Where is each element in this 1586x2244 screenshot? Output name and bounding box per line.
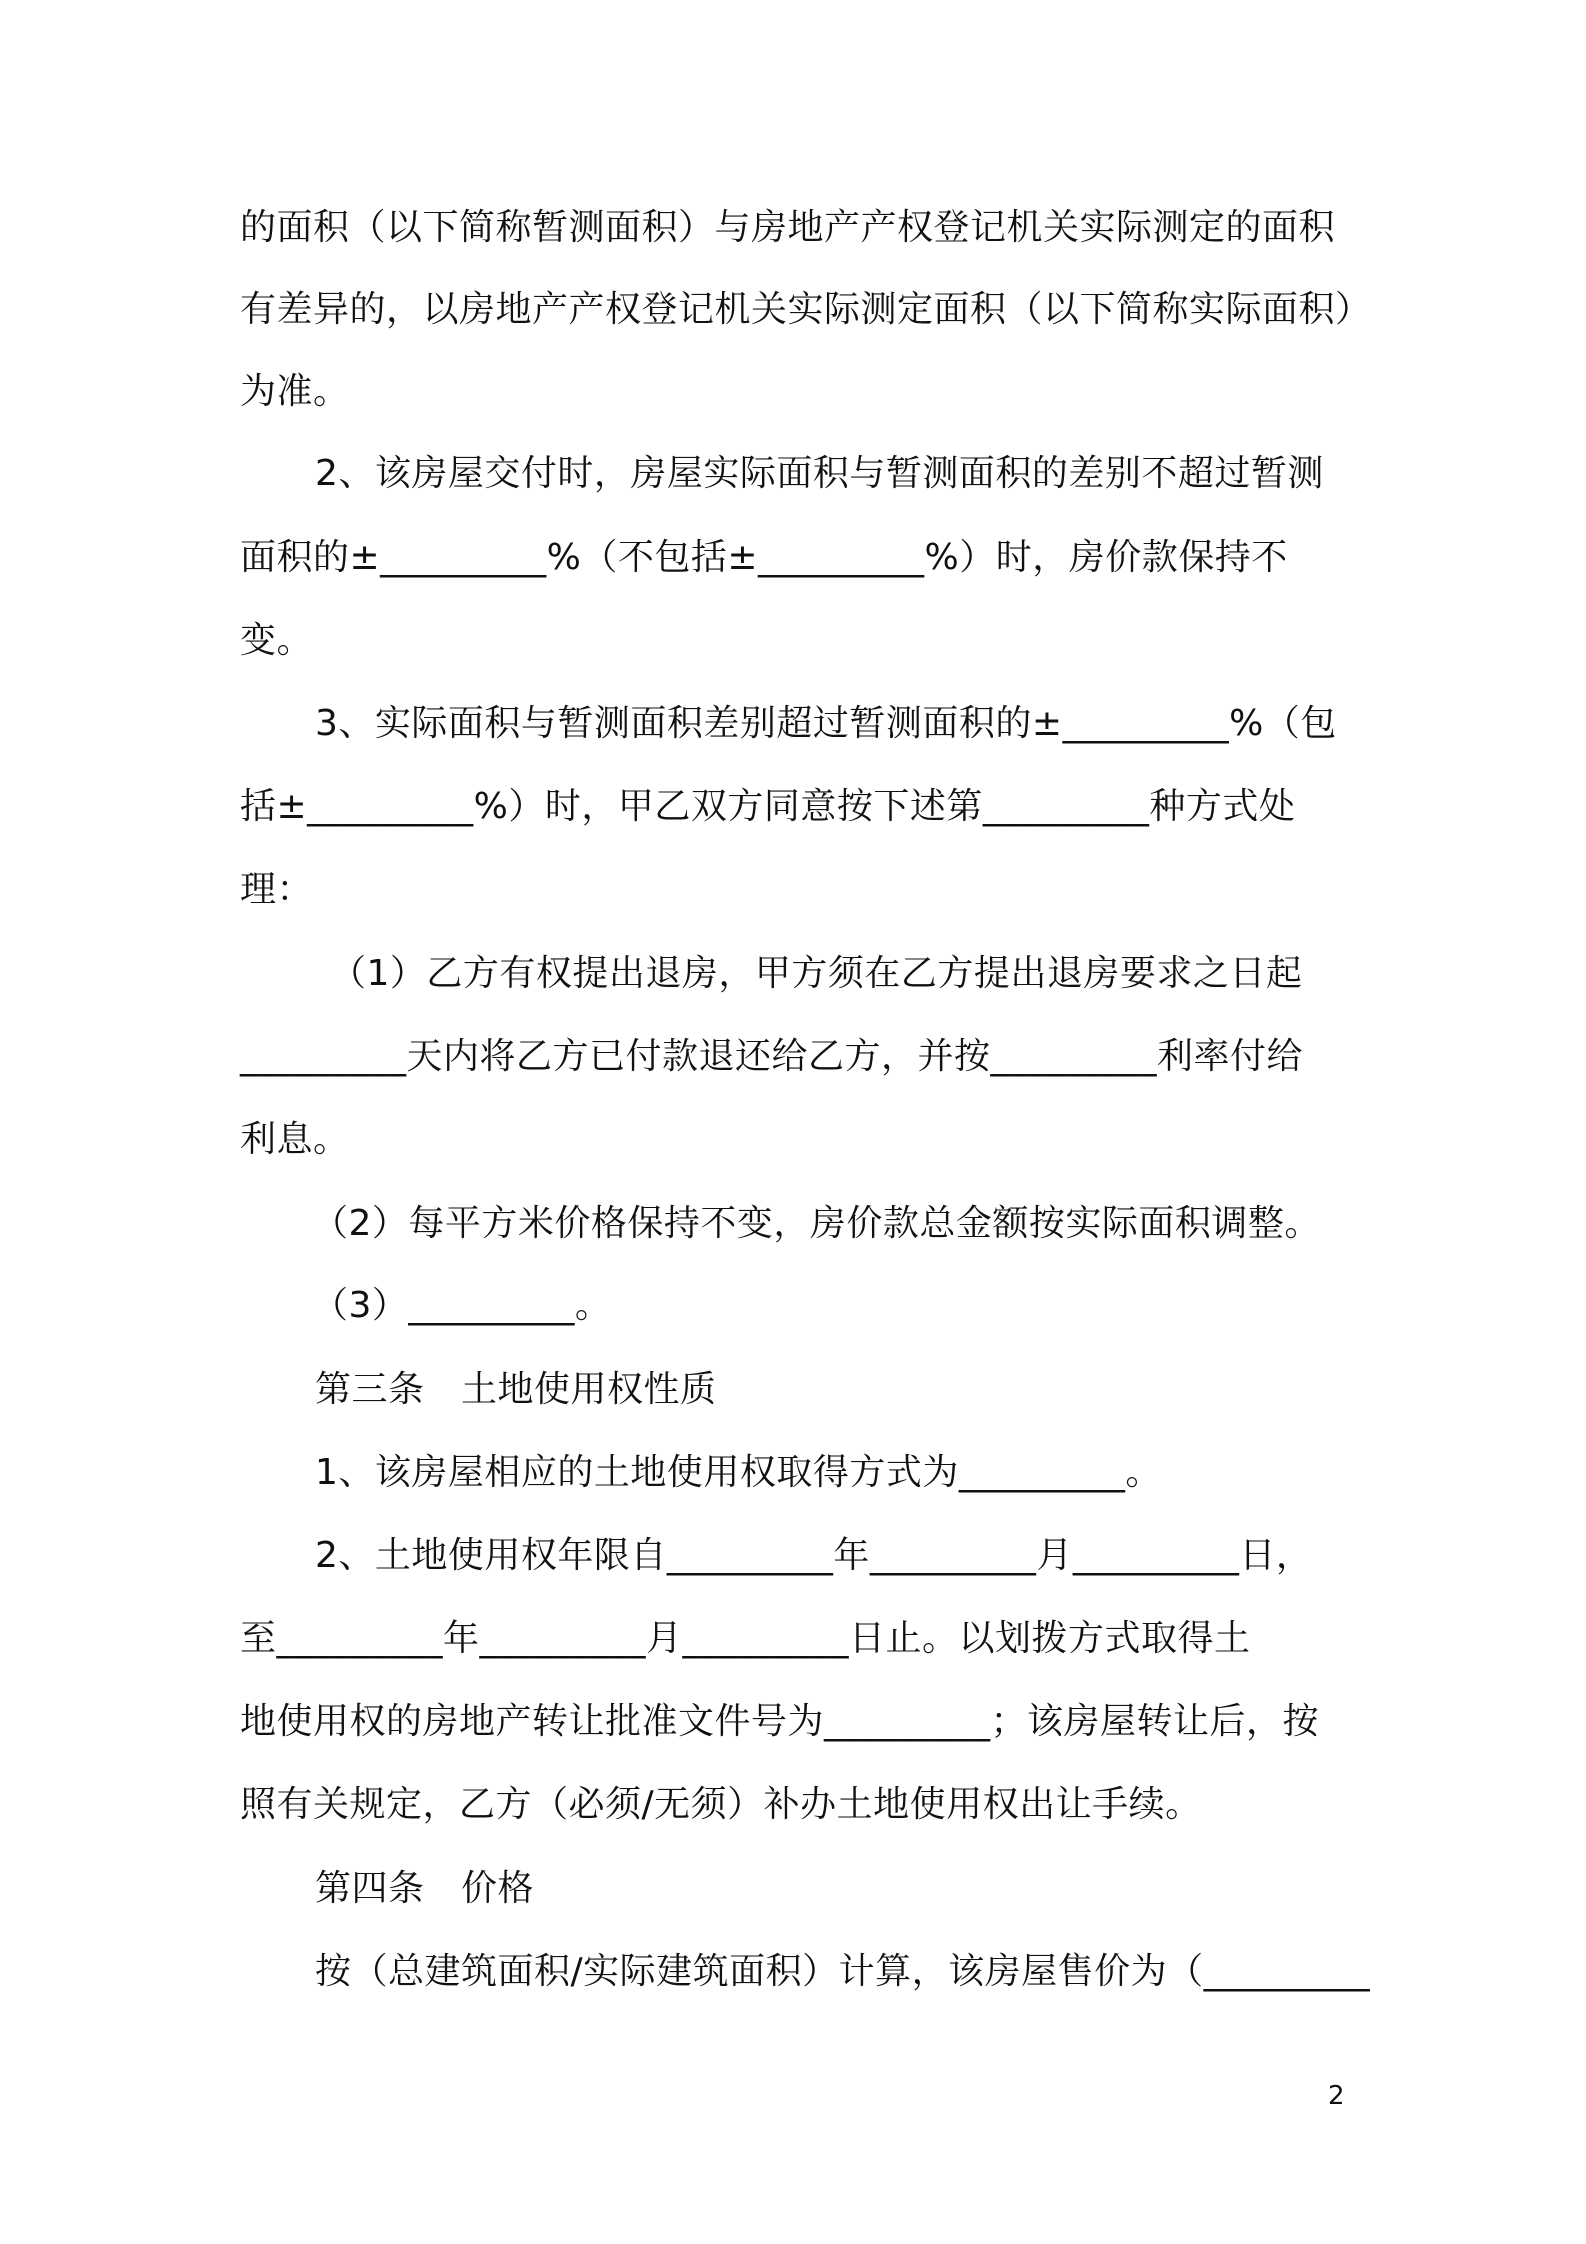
text-line: 面积的±_________%（不包括±_________%）时，房价款保持不 — [240, 537, 1288, 578]
text-line: 2、该房屋交付时，房屋实际面积与暂测面积的差别不超过暂测 — [315, 453, 1324, 494]
text-line: 有差异的，以房地产产权登记机关实际测定面积（以下简称实际面积） — [240, 289, 1372, 330]
text-line: 理： — [240, 869, 314, 910]
text-line: _________天内将乙方已付款退还给乙方，并按_________利率付给 — [240, 1036, 1304, 1077]
text-line: （2）每平方米价格保持不变，房价款总金额按实际面积调整。 — [312, 1203, 1321, 1244]
text-line: 按（总建筑面积/实际建筑面积）计算，该房屋售价为（_________ — [315, 1951, 1371, 1992]
page-number: 2 — [1328, 2081, 1345, 2111]
text-line: 变。 — [240, 620, 314, 661]
text-line: 为准。 — [240, 371, 350, 412]
text-line: 照有关规定，乙方（必须/无须）补办土地使用权出让手续。 — [240, 1784, 1202, 1825]
text-line: （3）_________。 — [312, 1285, 612, 1326]
text-line: 的面积（以下简称暂测面积）与房地产产权登记机关实际测定的面积 — [240, 207, 1336, 248]
text-line: 3、实际面积与暂测面积差别超过暂测面积的±_________%（包 — [315, 703, 1337, 744]
text-line: 至_________年_________月_________日止。以划拨方式取得土 — [240, 1618, 1251, 1659]
text-line: （1）乙方有权提出退房，甲方须在乙方提出退房要求之日起 — [330, 953, 1303, 994]
text-line: 利息。 — [240, 1119, 350, 1160]
text-line: 括±_________%）时，甲乙双方同意按下述第_________种方式处 — [240, 786, 1296, 827]
text-line: 地使用权的房地产转让批准文件号为_________；该房屋转让后，按 — [240, 1701, 1320, 1742]
section-heading: 第三条 土地使用权性质 — [315, 1369, 717, 1410]
text-line: 1、该房屋相应的土地使用权取得方式为_________。 — [315, 1452, 1162, 1493]
section-heading: 第四条 价格 — [315, 1868, 535, 1909]
text-line: 2、土地使用权年限自_________年_________月_________日， — [315, 1535, 1313, 1576]
